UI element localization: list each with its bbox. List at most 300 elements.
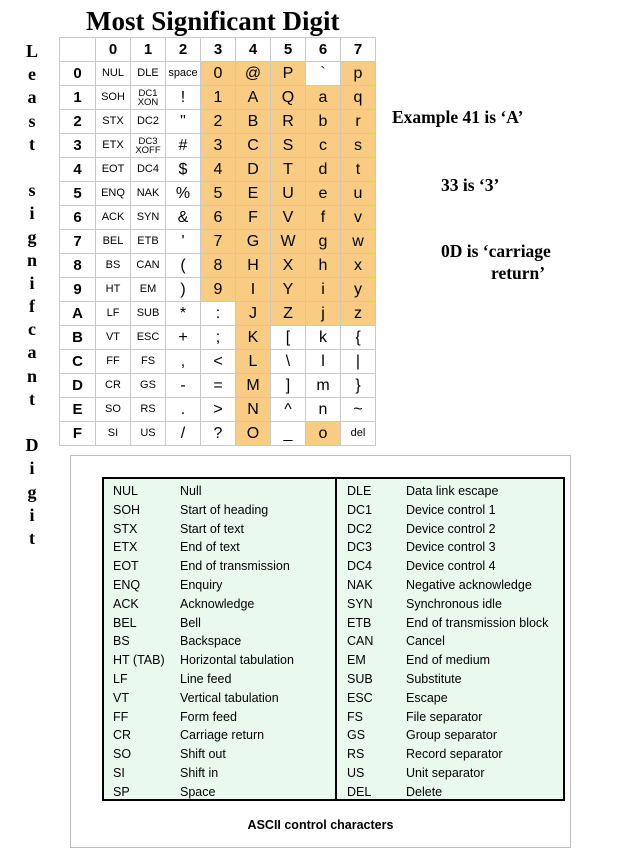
ascii-cell: [ bbox=[271, 326, 306, 350]
control-row bbox=[113, 689, 331, 708]
ascii-cell: J bbox=[236, 302, 271, 326]
side-label-letter: a bbox=[27, 87, 37, 108]
control-abbrev: DC4 bbox=[347, 559, 373, 574]
control-characters-table bbox=[102, 477, 565, 801]
side-label-letter: L bbox=[25, 41, 38, 61]
table-row bbox=[60, 302, 376, 326]
control-name: Unit separator bbox=[406, 766, 485, 780]
control-name: Device control 2 bbox=[406, 521, 496, 536]
control-row bbox=[113, 501, 331, 520]
control-name: End of text bbox=[180, 540, 240, 555]
ascii-cell: STX bbox=[96, 110, 131, 134]
control-row bbox=[347, 501, 562, 520]
row-header: 6 bbox=[60, 206, 96, 230]
ascii-cell: - bbox=[166, 374, 201, 398]
column-header: 4 bbox=[236, 38, 271, 62]
ascii-cell: B bbox=[236, 110, 271, 134]
table-row bbox=[60, 326, 376, 350]
side-label-letter: i bbox=[29, 458, 35, 479]
control-name: Null bbox=[180, 484, 202, 498]
control-abbrev: HT (TAB) bbox=[113, 653, 165, 668]
ascii-cell: . bbox=[166, 398, 201, 422]
ascii-cell: d bbox=[306, 158, 341, 182]
side-label-letter: n bbox=[26, 365, 37, 386]
ascii-cell: q bbox=[341, 86, 376, 110]
ascii-cell: m bbox=[306, 374, 341, 398]
ascii-cell: BEL bbox=[96, 230, 131, 254]
ascii-cell: S bbox=[271, 134, 306, 158]
control-row bbox=[113, 726, 331, 745]
ascii-cell: Y bbox=[271, 278, 306, 302]
side-label-letter: g bbox=[27, 226, 37, 247]
ascii-cell: + bbox=[166, 326, 201, 350]
control-name: Escape bbox=[406, 690, 448, 705]
ascii-cell: DC4 bbox=[131, 158, 166, 182]
control-abbrev: DC2 bbox=[347, 521, 373, 536]
column-header: 0 bbox=[96, 38, 131, 62]
control-name: Device control 1 bbox=[406, 502, 496, 517]
control-abbrev: NAK bbox=[347, 578, 373, 592]
ascii-cell: ; bbox=[201, 326, 236, 350]
side-label-letter: t bbox=[29, 388, 35, 409]
ascii-cell: l bbox=[306, 350, 341, 374]
control-abbrev: SOH bbox=[113, 502, 141, 517]
ascii-cell: ACK bbox=[96, 206, 131, 230]
control-abbrev: ENQ bbox=[113, 578, 141, 592]
ascii-cell: 1 bbox=[201, 86, 236, 110]
control-abbrev: US bbox=[347, 766, 365, 780]
ascii-cell: w bbox=[341, 230, 376, 254]
control-name: Space bbox=[180, 784, 216, 799]
control-row bbox=[113, 595, 331, 614]
control-name: Shift out bbox=[180, 747, 226, 762]
ascii-cell: RS bbox=[131, 398, 166, 422]
row-header: 1 bbox=[60, 86, 96, 110]
control-name: Backspace bbox=[180, 634, 242, 649]
control-name: Record separator bbox=[406, 747, 503, 762]
ascii-cell: DC1 XON bbox=[131, 86, 166, 110]
control-row bbox=[347, 670, 562, 689]
ascii-cell: " bbox=[166, 110, 201, 134]
ascii-cell: NAK bbox=[131, 182, 166, 206]
ascii-cell: = bbox=[201, 374, 236, 398]
table-row bbox=[60, 278, 376, 302]
table-row bbox=[60, 254, 376, 278]
control-name: Device control 4 bbox=[406, 559, 496, 574]
side-label-letter: g bbox=[27, 481, 37, 502]
ascii-cell: ESC bbox=[131, 326, 166, 350]
ascii-cell: $ bbox=[166, 158, 201, 182]
side-label-letter: s bbox=[28, 110, 36, 131]
ascii-cell: 9 bbox=[201, 278, 236, 302]
ascii-cell: EM bbox=[131, 278, 166, 302]
least-significant-digit-label bbox=[20, 40, 44, 550]
ascii-cell: : bbox=[201, 302, 236, 326]
ascii-cell: G bbox=[236, 230, 271, 254]
ascii-cell: LF bbox=[96, 302, 131, 326]
side-label-letter: n bbox=[26, 249, 37, 270]
ascii-cell: k bbox=[306, 326, 341, 350]
ascii-cell: X bbox=[271, 254, 306, 278]
ascii-cell: ETX bbox=[96, 134, 131, 158]
ascii-cell: T bbox=[271, 158, 306, 182]
ascii-cell: n bbox=[306, 398, 341, 422]
ascii-cell: 7 bbox=[201, 230, 236, 254]
row-header: E bbox=[60, 398, 96, 422]
control-name: Cancel bbox=[406, 634, 445, 649]
ascii-cell: 4 bbox=[201, 158, 236, 182]
ascii-cell: ENQ bbox=[96, 182, 131, 206]
control-name: Negative acknowledge bbox=[406, 578, 532, 592]
table-row bbox=[60, 206, 376, 230]
control-row bbox=[113, 632, 331, 651]
row-header: D bbox=[60, 374, 96, 398]
ascii-cell: U bbox=[271, 182, 306, 206]
control-name: Carriage return bbox=[180, 728, 265, 743]
ascii-cell: US bbox=[131, 422, 166, 446]
ascii-cell: # bbox=[166, 134, 201, 158]
ascii-cell: < bbox=[201, 350, 236, 374]
ascii-cell: FF bbox=[96, 350, 131, 374]
ascii-cell: E bbox=[236, 182, 271, 206]
control-row bbox=[347, 557, 562, 576]
row-header: 7 bbox=[60, 230, 96, 254]
ascii-cell: 6 bbox=[201, 206, 236, 230]
ascii-cell: | bbox=[341, 350, 376, 374]
ascii-cell: ~ bbox=[341, 398, 376, 422]
ascii-cell: @ bbox=[236, 62, 271, 86]
ascii-cell: BS bbox=[96, 254, 131, 278]
ascii-cell: \ bbox=[271, 350, 306, 374]
control-characters-caption: ASCII control characters bbox=[247, 818, 394, 832]
ascii-cell: z bbox=[341, 302, 376, 326]
side-label-letter: f bbox=[29, 296, 35, 317]
control-name: Form feed bbox=[180, 709, 237, 724]
table-row bbox=[60, 422, 376, 446]
row-header: 9 bbox=[60, 278, 96, 302]
ascii-cell: P bbox=[271, 62, 306, 86]
control-abbrev: LF bbox=[113, 672, 128, 686]
ascii-cell: / bbox=[166, 422, 201, 446]
control-row bbox=[113, 576, 331, 595]
ascii-cell: { bbox=[341, 326, 376, 350]
control-row bbox=[347, 745, 562, 764]
table-row bbox=[60, 182, 376, 206]
ascii-cell: ^ bbox=[271, 398, 306, 422]
row-header: 0 bbox=[60, 62, 96, 86]
control-abbrev: NUL bbox=[113, 484, 139, 498]
ascii-cell: H bbox=[236, 254, 271, 278]
ascii-cell: C bbox=[236, 134, 271, 158]
control-abbrev: ESC bbox=[347, 690, 373, 705]
control-name: Start of heading bbox=[180, 502, 269, 517]
ascii-cell: p bbox=[341, 62, 376, 86]
row-header: C bbox=[60, 350, 96, 374]
control-name: Line feed bbox=[180, 672, 232, 686]
table-divider bbox=[335, 479, 337, 799]
row-header: 5 bbox=[60, 182, 96, 206]
control-abbrev: DEL bbox=[347, 784, 372, 799]
control-row bbox=[347, 538, 562, 557]
row-header: 8 bbox=[60, 254, 96, 278]
column-header: 5 bbox=[271, 38, 306, 62]
control-row bbox=[347, 595, 562, 614]
ascii-cell: } bbox=[341, 374, 376, 398]
control-name: Enquiry bbox=[180, 578, 223, 592]
ascii-cell: x bbox=[341, 254, 376, 278]
control-abbrev: CAN bbox=[347, 634, 374, 649]
side-label-letter: e bbox=[28, 64, 36, 85]
control-row bbox=[347, 764, 562, 783]
ascii-cell: FS bbox=[131, 350, 166, 374]
ascii-cell: DC3 XOFF bbox=[131, 134, 166, 158]
ascii-cell: F bbox=[236, 206, 271, 230]
ascii-cell: h bbox=[306, 254, 341, 278]
control-abbrev: SUB bbox=[347, 672, 373, 686]
ascii-cell: A bbox=[236, 86, 271, 110]
control-row bbox=[347, 689, 562, 708]
control-abbrev: RS bbox=[347, 747, 365, 762]
ascii-cell: Z bbox=[271, 302, 306, 326]
control-abbrev: SI bbox=[113, 766, 125, 780]
ascii-cell: CR bbox=[96, 374, 131, 398]
control-name: End of medium bbox=[406, 653, 491, 668]
control-row bbox=[113, 538, 331, 557]
ascii-cell: * bbox=[166, 302, 201, 326]
side-label-letter: t bbox=[29, 133, 35, 154]
control-abbrev: ETX bbox=[113, 540, 138, 555]
control-row bbox=[347, 576, 562, 595]
example-33-note: 33 is ‘3’ bbox=[441, 175, 500, 195]
ascii-cell: D bbox=[236, 158, 271, 182]
table-row bbox=[60, 230, 376, 254]
row-header: F bbox=[60, 422, 96, 446]
ascii-cell: 5 bbox=[201, 182, 236, 206]
ascii-cell: Q bbox=[271, 86, 306, 110]
control-abbrev: ETB bbox=[347, 615, 372, 630]
side-label-letter: a bbox=[27, 342, 37, 363]
control-abbrev: SO bbox=[113, 747, 132, 762]
table-row bbox=[60, 158, 376, 182]
control-name: Group separator bbox=[406, 728, 498, 743]
ascii-cell: W bbox=[271, 230, 306, 254]
side-label-letter: i bbox=[29, 504, 35, 525]
ascii-cell: SO bbox=[96, 398, 131, 422]
ascii-cell: j bbox=[306, 302, 341, 326]
row-header: 2 bbox=[60, 110, 96, 134]
grid-corner bbox=[60, 38, 96, 62]
control-abbrev: FF bbox=[113, 709, 129, 724]
control-name: Delete bbox=[406, 784, 443, 799]
column-header: 7 bbox=[341, 38, 376, 62]
ascii-cell: M bbox=[236, 374, 271, 398]
table-row bbox=[60, 62, 376, 86]
control-row bbox=[113, 520, 331, 539]
side-label-letter: i bbox=[29, 203, 35, 224]
control-abbrev: CR bbox=[113, 728, 132, 743]
side-label-letter: s bbox=[28, 180, 36, 201]
control-row bbox=[347, 651, 562, 670]
row-header: 4 bbox=[60, 158, 96, 182]
ascii-cell: s bbox=[341, 134, 376, 158]
control-name: Data link escape bbox=[406, 484, 499, 498]
ascii-cell: b bbox=[306, 110, 341, 134]
ascii-cell: del bbox=[341, 422, 376, 446]
control-abbrev: BS bbox=[113, 634, 130, 649]
ascii-cell: HT bbox=[96, 278, 131, 302]
control-row bbox=[347, 726, 562, 745]
title-most-significant-digit: Most Significant Digit bbox=[86, 6, 340, 36]
control-abbrev: DC1 bbox=[347, 502, 373, 517]
control-row bbox=[347, 520, 562, 539]
control-abbrev: FS bbox=[347, 709, 363, 724]
table-row bbox=[60, 134, 376, 158]
example-0d-note-line2: return’ bbox=[491, 263, 546, 283]
ascii-cell: L bbox=[236, 350, 271, 374]
column-header: 1 bbox=[131, 38, 166, 62]
ascii-cell: % bbox=[166, 182, 201, 206]
table-row bbox=[60, 398, 376, 422]
control-abbrev: ACK bbox=[113, 596, 139, 611]
ascii-cell: r bbox=[341, 110, 376, 134]
control-name: Horizontal tabulation bbox=[180, 653, 294, 668]
ascii-cell: v bbox=[341, 206, 376, 230]
side-label-letter bbox=[20, 411, 44, 434]
ascii-table bbox=[59, 37, 376, 446]
ascii-cell: SI bbox=[96, 422, 131, 446]
control-name: File separator bbox=[406, 709, 483, 724]
ascii-cell: EOT bbox=[96, 158, 131, 182]
ascii-cell: NUL bbox=[96, 62, 131, 86]
ascii-cell: g bbox=[306, 230, 341, 254]
control-name: Start of text bbox=[180, 521, 244, 536]
control-name: Vertical tabulation bbox=[180, 690, 279, 705]
side-label-letter: t bbox=[29, 527, 35, 548]
ascii-cell: ) bbox=[166, 278, 201, 302]
control-row bbox=[113, 670, 331, 689]
control-name: Bell bbox=[180, 615, 201, 630]
column-header: 2 bbox=[166, 38, 201, 62]
ascii-cell: SUB bbox=[131, 302, 166, 326]
control-abbrev: DC3 bbox=[347, 540, 373, 555]
table-row bbox=[60, 350, 376, 374]
ascii-cell: R bbox=[271, 110, 306, 134]
control-row bbox=[347, 632, 562, 651]
control-name: End of transmission block bbox=[406, 615, 549, 630]
column-header: 6 bbox=[306, 38, 341, 62]
ascii-cell: 0 bbox=[201, 62, 236, 86]
ascii-cell: o bbox=[306, 422, 341, 446]
ascii-cell: K bbox=[236, 326, 271, 350]
row-header: 3 bbox=[60, 134, 96, 158]
row-header: B bbox=[60, 326, 96, 350]
ascii-cell: SOH bbox=[96, 86, 131, 110]
control-name: Acknowledge bbox=[180, 596, 255, 611]
control-row bbox=[113, 764, 331, 783]
control-row bbox=[113, 482, 331, 501]
ascii-cell: , bbox=[166, 350, 201, 374]
table-row bbox=[60, 374, 376, 398]
control-row bbox=[347, 783, 562, 802]
ascii-cell: e bbox=[306, 182, 341, 206]
control-row bbox=[113, 651, 331, 670]
control-abbrev: EM bbox=[347, 653, 366, 668]
ascii-cell: 2 bbox=[201, 110, 236, 134]
ascii-cell: ! bbox=[166, 86, 201, 110]
column-header: 3 bbox=[201, 38, 236, 62]
ascii-cell: CAN bbox=[131, 254, 166, 278]
side-label-letter: c bbox=[28, 319, 36, 340]
ascii-cell: ] bbox=[271, 374, 306, 398]
control-abbrev: STX bbox=[113, 521, 138, 536]
control-abbrev: EOT bbox=[113, 559, 139, 574]
control-abbrev: GS bbox=[347, 728, 366, 743]
side-label-letter bbox=[20, 156, 44, 179]
ascii-cell: GS bbox=[131, 374, 166, 398]
control-abbrev: DLE bbox=[347, 484, 372, 498]
ascii-cell: 3 bbox=[201, 134, 236, 158]
ascii-cell: a bbox=[306, 86, 341, 110]
ascii-cell: O bbox=[236, 422, 271, 446]
ascii-cell: ( bbox=[166, 254, 201, 278]
control-row bbox=[347, 482, 562, 501]
control-name: End of transmission bbox=[180, 559, 290, 574]
table-row bbox=[60, 86, 376, 110]
control-name: Device control 3 bbox=[406, 540, 496, 555]
side-label-letter: D bbox=[25, 435, 39, 456]
control-abbrev: BEL bbox=[113, 615, 137, 630]
ascii-cell: N bbox=[236, 398, 271, 422]
ascii-cell: VT bbox=[96, 326, 131, 350]
ascii-cell: DC2 bbox=[131, 110, 166, 134]
control-row bbox=[113, 708, 331, 727]
example-0d-note-line1: 0D is ‘carriage bbox=[441, 241, 551, 261]
ascii-cell: f bbox=[306, 206, 341, 230]
control-name: Substitute bbox=[406, 672, 462, 686]
control-row bbox=[113, 557, 331, 576]
control-characters-panel bbox=[70, 455, 571, 848]
ascii-cell: ? bbox=[201, 422, 236, 446]
ascii-cell: ETB bbox=[131, 230, 166, 254]
ascii-cell: I bbox=[236, 278, 271, 302]
example-41-note: Example 41 is ‘A’ bbox=[392, 107, 524, 127]
control-row bbox=[113, 614, 331, 633]
ascii-cell: & bbox=[166, 206, 201, 230]
ascii-cell: y bbox=[341, 278, 376, 302]
ascii-cell: > bbox=[201, 398, 236, 422]
table-row bbox=[60, 110, 376, 134]
ascii-cell: c bbox=[306, 134, 341, 158]
control-name: Synchronous idle bbox=[406, 596, 502, 611]
ascii-cell: t bbox=[341, 158, 376, 182]
ascii-cell: _ bbox=[271, 422, 306, 446]
ascii-cell: SYN bbox=[131, 206, 166, 230]
side-label-letter: i bbox=[29, 272, 35, 293]
control-row bbox=[113, 745, 331, 764]
control-row bbox=[113, 783, 331, 802]
control-row bbox=[347, 708, 562, 727]
control-abbrev: SP bbox=[113, 784, 130, 799]
ascii-cell: V bbox=[271, 206, 306, 230]
row-header: A bbox=[60, 302, 96, 326]
ascii-cell: ' bbox=[166, 230, 201, 254]
ascii-cell: DLE bbox=[131, 62, 166, 86]
control-abbrev: SYN bbox=[347, 596, 373, 611]
control-row bbox=[347, 614, 562, 633]
ascii-cell: ` bbox=[306, 62, 341, 86]
ascii-cell: u bbox=[341, 182, 376, 206]
control-abbrev: VT bbox=[113, 690, 129, 705]
